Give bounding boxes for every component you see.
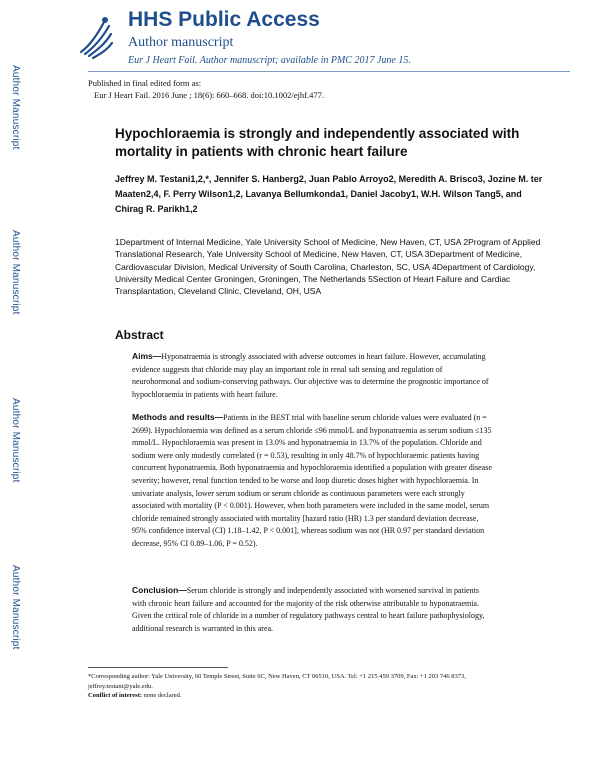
methods-results-label: Methods and results— [132, 412, 224, 422]
conclusion-text: Serum chloride is strongly and independently associated with worsened survival in patients with chronic heart failure and accounted for the majority of the risk otherwise attributable to hyponatraemia. Given the critical role of chloride in a number of regulatory pathways central to heart failure pathophysiology, additional research is warranted in this area. [132, 586, 485, 633]
conflict-of-interest-text: none declared. [142, 692, 182, 699]
abstract-conclusion [132, 584, 492, 635]
published-in-label: Published in final edited form as: [88, 78, 202, 88]
aims-text: Hyponatraemia is strongly associated with adverse outcomes in heart failure. However, accumulating evidence suggests that chloride may play an important role in renal salt sensing and regulation of neurohormonal and sodium-conserving pathways. Our objective was to determine the prognostic importance of hypochloraemia in patients with heart failure. [132, 352, 489, 399]
footnotes [88, 672, 500, 701]
abstract-methods-results [132, 411, 492, 551]
aims-label: Aims— [132, 351, 162, 361]
corresponding-author-note: *Corresponding author: Yale University, 60 Temple Street, Suite 6C, New Haven, CT 06510, USA. Tel: +1 215 459 3709, Fax: +1 203 746 8373, jeffrey.testani@yale.edu. [88, 673, 466, 690]
methods-results-text: Patients in the BEST trial with baseline serum chloride values were evaluated (n = 2699). Hypochloraemia was defined as a serum chloride ≤96 mmol/L and hyponatraemia as serum sodium ≤135 mmol/L. Hypochloraemia was present in 13.0% and hyponatraemia in 13.7% of the population. Chloride and sodium were only modestly correlated (r = 0.53), resulting in only 48.7% of hypochloraemic patients having concurrent hyponatraemia. Both hyponatraemia and hypochloraemia identified a population with greater disease severity; however, renal function tended to be worse and loop diuretic doses higher with hypochloraemia. In univariate analysis, lower serum sodium or serum chloride as continuous parameters were each strongly associated with mortality (P < 0.001). However, when both parameters were included in the same model, serum chloride remained strongly associated with mortality [hazard ratio (HR) 1.3 per standard deviation decrease, 95% confidence interval (CI) 1.18–1.42, P < 0.001], whereas sodium was not (HR 0.97 per standard deviation decrease, 95% CI 0.89–1.06, P = 0.52). [132, 413, 492, 548]
header-divider [88, 71, 570, 72]
author-list: Jeffrey M. Testani1,2,*, Jennifer S. Hanberg2, Juan Pablo Arroyo2, Meredith A. Brisco3, Jozine M. ter Maaten2,4, F. Perry Wilson1,2, Lavanya Bellumkonda1, Daniel Jacoby1, W.H. Wilson Tang5, and Chirag R. Parikh1,2 [115, 174, 543, 214]
publication-info [88, 77, 324, 101]
paper-title: Hypochloraemia is strongly and independently associated with mortality in patients with chronic heart failure [115, 126, 520, 159]
citation-line: Eur J Heart Fail. 2016 June ; 18(6): 660–668. doi:10.1002/ejhf.477. [94, 90, 324, 100]
conflict-of-interest-label: Conflict of interest: [88, 692, 143, 699]
journal-availability-line: Eur J Heart Fail. Author manuscript; available in PMC 2017 June 15. [128, 55, 411, 66]
author-manuscript-subtitle: Author manuscript [128, 35, 234, 50]
side-label-author-manuscript: Author Manuscript [10, 398, 21, 483]
footnote-divider [88, 667, 228, 668]
abstract-aims [132, 350, 492, 401]
conflict-of-interest-note [88, 691, 500, 701]
abstract-heading: Abstract [115, 328, 164, 342]
affiliations: 1Department of Internal Medicine, Yale University School of Medicine, New Haven, CT, USA 2Program of Applied Translational Research, Yale University School of Medicine, New Haven, CT, USA 3Department of Medicine, Cardiovascular Division, Medical University of South Carolina, Charleston, SC, USA 4Department of Cardiology, University Medical Center Groningen, Groningen, The Netherlands 5Section of Heart Failure and Cardiac Transplantation, Cleveland Clinic, Cleveland, OH, USA [115, 237, 541, 297]
side-label-author-manuscript: Author Manuscript [10, 65, 21, 150]
hhs-eagle-logo [75, 12, 115, 60]
conclusion-label: Conclusion— [132, 585, 187, 595]
hhs-public-access-title: HHS Public Access [128, 8, 320, 31]
side-label-author-manuscript: Author Manuscript [10, 230, 21, 315]
side-label-author-manuscript: Author Manuscript [10, 565, 21, 650]
